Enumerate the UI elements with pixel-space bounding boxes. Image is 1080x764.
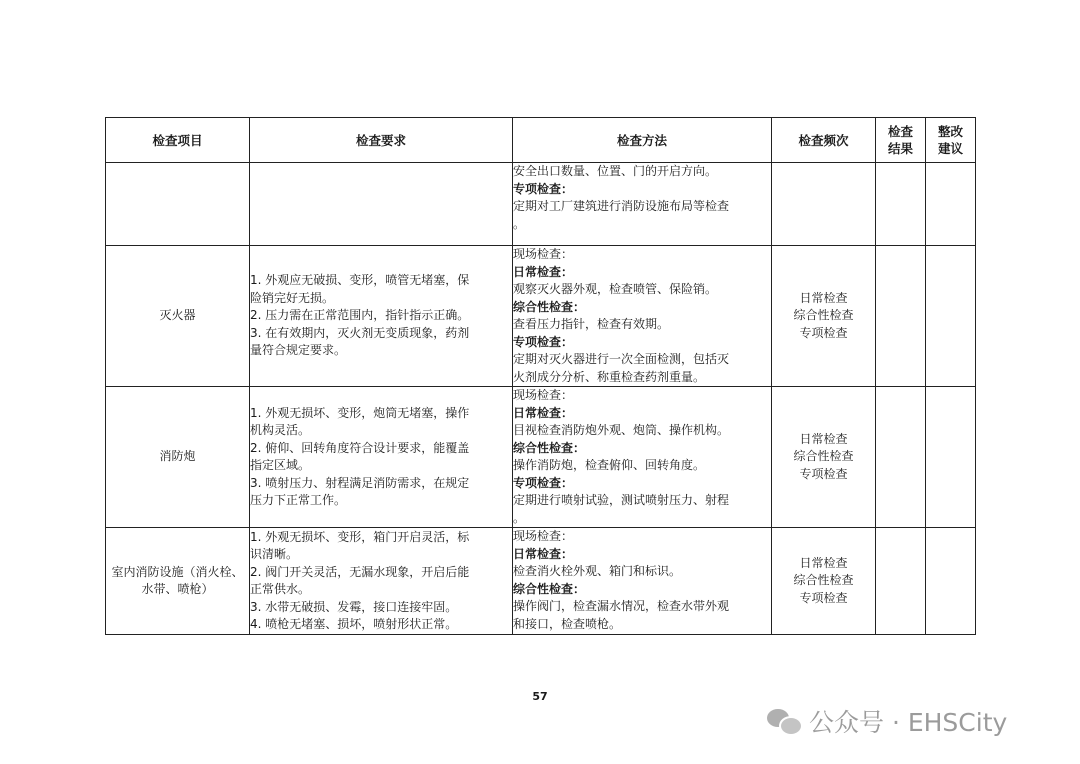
item-cell-line: 、水带、喷枪）: [141, 564, 244, 596]
table-row: [106, 528, 976, 635]
method-cell-line: 火剂成分分析、称重检查药剂重量。: [513, 369, 706, 384]
result-cell: [876, 163, 926, 246]
method-cell-line: 日常检查：: [513, 264, 574, 279]
watermark-text: 公众号 · EHSCity: [809, 708, 1008, 737]
item-cell: [106, 163, 250, 246]
item-cell-line: 消防炮: [159, 449, 196, 464]
frequency-cell-line: 综合性检查: [793, 573, 854, 588]
method-cell-line: 查看压力指针，检查有效期。: [513, 317, 670, 331]
requirement-cell: [250, 387, 513, 528]
item-cell: [106, 528, 250, 635]
header-advice-line: 整改: [937, 124, 963, 139]
method-cell: [513, 387, 772, 528]
requirement-cell: [250, 246, 513, 387]
requirement-cell-line: 机构灵活。: [250, 423, 311, 437]
requirement-cell-line: 3. 水带无破损、发霉，接口连接牢固。: [250, 599, 458, 614]
frequency-cell-line: 日常检查: [799, 431, 848, 446]
inspection-table: [105, 117, 976, 635]
method-cell: [513, 528, 772, 635]
table-header-row: [106, 118, 976, 163]
header-method: 检查方法: [513, 118, 772, 163]
frequency-cell: [772, 246, 876, 387]
frequency-cell-line: 专项检查: [799, 466, 848, 481]
frequency-cell-line: 专项检查: [799, 590, 848, 605]
requirement-cell: [250, 528, 513, 635]
method-cell-line: 现场检查：: [513, 388, 574, 402]
table-row: [106, 163, 976, 246]
method-cell: [513, 163, 772, 246]
item-cell: [106, 246, 250, 387]
method-cell-line: 操作消防炮，检查俯仰、回转角度。: [513, 458, 706, 472]
advice-cell: [926, 246, 976, 387]
frequency-cell: [772, 528, 876, 635]
method-cell-line: 专项检查：: [513, 181, 574, 196]
item-cell-line: 室内消防设施（消火栓: [111, 564, 232, 579]
item-cell-line: 灭火器: [159, 308, 196, 323]
requirement-cell-line: 2. 俯仰、回转角度符合设计要求，能覆盖: [250, 440, 470, 455]
requirement-cell-line: 指定区域。: [250, 458, 311, 472]
header-item: 检查项目: [106, 118, 250, 163]
frequency-cell-line: 综合性检查: [793, 449, 854, 464]
method-cell-line: 操作阀门，检查漏水情况，检查水带外观: [513, 599, 730, 613]
requirement-cell-line: 3. 在有效期内，灭火剂无变质现象，药剂: [250, 325, 470, 340]
method-cell-line: 日常检查：: [513, 546, 574, 561]
requirement-cell-line: 2. 压力需在正常范围内，指针指示正确。: [250, 308, 470, 323]
method-cell-line: 检查消火栓外观、箱门和标识。: [513, 564, 682, 578]
requirement-cell: [250, 163, 513, 246]
header-advice: [926, 118, 976, 163]
method-cell-line: 专项检查：: [513, 334, 574, 349]
requirement-cell-line: 2. 阀门开关灵活，无漏水现象，开启后能: [250, 564, 470, 579]
method-cell-line: 安全出口数量、位置、门的开启方向。: [513, 164, 718, 178]
advice-cell: [926, 163, 976, 246]
header-requirement: 检查要求: [250, 118, 513, 163]
method-cell-line: 。: [513, 216, 526, 231]
frequency-cell-line: 专项检查: [799, 325, 848, 340]
frequency-cell-line: 日常检查: [799, 555, 848, 570]
method-cell-line: 和接口，检查喷枪。: [513, 616, 622, 631]
advice-cell: [926, 387, 976, 528]
header-result: [876, 118, 926, 163]
method-cell-line: 综合性检查：: [513, 440, 586, 455]
frequency-cell: [772, 163, 876, 246]
header-result-line: 结果: [887, 141, 913, 156]
requirement-cell-line: 量符合规定要求。: [250, 343, 347, 358]
method-cell-line: 现场检查：: [513, 247, 574, 261]
frequency-cell-line: 日常检查: [799, 290, 848, 305]
watermark: [767, 703, 1007, 739]
result-cell: [876, 387, 926, 528]
method-cell-line: 定期对灭火器进行一次全面检测，包括灭: [513, 352, 730, 366]
requirement-cell-line: 险销完好无损。: [250, 290, 335, 305]
requirement-cell-line: 1. 外观无损坏、变形，箱门开启灵活，标: [250, 529, 470, 544]
method-cell-line: 专项检查：: [513, 475, 574, 490]
header-advice-line: 建议: [937, 141, 963, 156]
method-cell-line: 。: [513, 510, 526, 525]
requirement-cell-line: 压力下正常工作。: [250, 493, 347, 507]
requirement-cell-line: 4. 喷枪无堵塞、损坏，喷射形状正常。: [250, 617, 458, 631]
requirement-cell-line: 识清晰。: [250, 547, 299, 561]
method-cell: [513, 246, 772, 387]
requirement-cell-line: 1. 外观应无破损、变形，喷管无堵塞，保: [250, 273, 470, 288]
method-cell-line: 综合性检查：: [513, 299, 586, 314]
requirement-cell-line: 1. 外观无损坏、变形，炮筒无堵塞，操作: [250, 405, 470, 420]
method-cell-line: 观察灭火器外观，检查喷管、保险销。: [513, 282, 718, 296]
wechat-icon: [767, 707, 801, 735]
method-cell-line: 日常检查：: [513, 405, 574, 420]
requirement-cell-line: 3. 喷射压力、射程满足消防需求，在规定: [250, 475, 470, 490]
frequency-cell: [772, 387, 876, 528]
advice-cell: [926, 528, 976, 635]
item-cell: [106, 387, 250, 528]
result-cell: [876, 246, 926, 387]
result-cell: [876, 528, 926, 635]
method-cell-line: 现场检查：: [513, 529, 574, 543]
table-row: [106, 246, 976, 387]
method-cell-line: 定期对工厂建筑进行消防设施布局等检查: [513, 199, 730, 213]
header-frequency: 检查频次: [772, 118, 876, 163]
frequency-cell-line: 综合性检查: [793, 308, 854, 323]
header-result-line: 检查: [887, 124, 913, 139]
page-number: 57: [532, 690, 548, 703]
requirement-cell-line: 正常供水。: [250, 582, 311, 596]
method-cell-line: 综合性检查：: [513, 581, 586, 596]
method-cell-line: 定期进行喷射试验，测试喷射压力、射程: [513, 493, 730, 507]
table-row: [106, 387, 976, 528]
method-cell-line: 目视检查消防炮外观、炮筒、操作机构。: [513, 423, 730, 437]
